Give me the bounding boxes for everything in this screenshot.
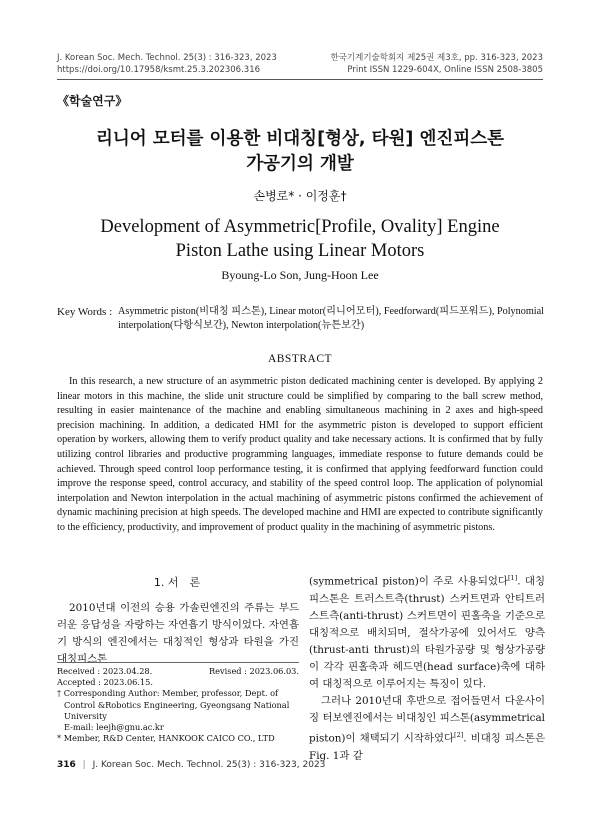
revised-date: Revised : 2023.06.03. <box>209 666 299 676</box>
footnotes <box>57 666 299 744</box>
abstract-text: In this research, a new structure of an asymmetric piston dedicated machining center is developed. By applying 2 linear motors in this machine, the slide unit structure could be simplified by comparing to the ball screw method, resulting in easier maintenance of the machine and enabling simultaneous machining in 2 axes and high-speed precision machining. In addition, a dedicated HMI for the asymmetric piston is developed to support efficient operation by workers, allowing them to verify product quality and take necessary actions. It is confirmed that by fully utilizing control libraries and productive programming languages, immediate response to future demands could be achieved. Through speed control loop performance testing, it is confirmed that applying feedforward function could improve the response speed, control accuracy, and stability of the speed control loop. The application of polynomial interpolation and Newton interpolation in the actual machining of asymmetric pistons confirmed the achievement of dynamic machining precision at high speeds. The developed machine and HMI are expected to contribute significantly to the efficiency, productivity, and improvement of product quality in the machining of asymmetric pistons. <box>57 376 543 533</box>
author-email[interactable]: E-mail: leejh@gnu.ac.kr <box>64 722 164 733</box>
authors-en: Byoung-Lo Son, Jung-Hoon Lee <box>221 268 379 282</box>
keywords-line2: interpolation(다항식보간), Newton interpolation(뉴튼보간) <box>118 320 365 331</box>
page-number: 316 <box>57 760 76 770</box>
footer-divider: | <box>82 760 86 770</box>
intro-right-paragraph-2: 그러나 2010년대 후반으로 접어들면서 다운사이징 터보엔진에서는 비대칭인 피스톤(asymmetrical piston)이 채택되기 시작하였다[2]. 비대칭 피스톤은 Fig. 1과 같 <box>309 695 546 762</box>
intro-right-paragraph-1: (symmetrical piston)이 주로 사용되었다[1]. 대칭피스톤은 트러스트측(thrust) 스커트면과 안티트러스트측(anti-thrust) 스커트면이 핀홀축을 기준으로 대칭적으로 배치되며, 절삭가공에 있어서도 양측(thrust-anti thrust)의 타원가공량 및 형상가공량이 각각 핀홀축과 헤드면(head surface)축에 대하여 대칭적으로 이루어지는 특징이 있다. <box>309 574 545 691</box>
title-ko-line2: 가공기의 개발 <box>246 154 354 174</box>
title-en-line1: Development of Asymmetric[Profile, Ovality] Engine <box>100 217 500 237</box>
section-heading: 1. 서 론 <box>153 576 201 589</box>
category-label: 《학술연구》 <box>57 94 128 108</box>
page-footer <box>57 760 325 770</box>
footer-journal: J. Korean Soc. Mech. Technol. 25(3) : 316-323, 2023 <box>92 760 326 770</box>
intro-right-column <box>309 570 545 765</box>
abstract-heading: ABSTRACT <box>267 353 333 365</box>
title-ko-line1: 리니어 모터를 이용한 비대칭[형상, 타원] 엔진피스톤 <box>95 129 505 149</box>
journal-citation: J. Korean Soc. Mech. Technol. 25(3) : 316-323, 2023 <box>57 53 277 63</box>
title-en-line2: Piston Lathe using Linear Motors <box>175 241 425 261</box>
corresponding-author: † Corresponding Author: Member, professor, Dept. of Control &Robotics Engineering, Gyeongsang National University <box>57 688 290 721</box>
header-rule <box>57 79 543 80</box>
member-affiliation: * Member, R&D Center, HANKOOK CAICO CO., LTD <box>57 733 275 744</box>
keywords-line1: Asymmetric piston(비대칭 피스톤), Linear motor(리니어모터), Feedforward(피드포워드), Polynomial <box>118 306 544 317</box>
authors-ko: 손병로* · 이정훈† <box>253 189 347 203</box>
citation-1[interactable]: [1] <box>507 574 518 582</box>
intro-left-paragraph: 2010년대 이전의 승용 가솔린엔진의 주류는 부드러운 응답성을 자랑하는 자연흡기 방식이었다. 자연흡기 방식의 엔진에서는 대칭적인 형상과 타원을 가진 대칭피스톤 <box>57 602 299 665</box>
citation-2[interactable]: [2] <box>454 731 464 740</box>
keywords-label: Key Words : <box>57 306 113 318</box>
issn: Print ISSN 1229-604X, Online ISSN 2508-3805 <box>347 65 543 75</box>
footnote-rule <box>57 662 299 663</box>
accepted-date: Accepted : 2023.06.15. <box>57 677 153 688</box>
doi-link[interactable]: https://doi.org/10.17958/ksmt.25.3.202306.316 <box>57 65 261 75</box>
kr-journal-citation: 한국기계기술학회지 제25권 제3호, pp. 316-323, 2023 <box>330 53 543 63</box>
received-date: Received : 2023.04.28. <box>57 666 153 676</box>
